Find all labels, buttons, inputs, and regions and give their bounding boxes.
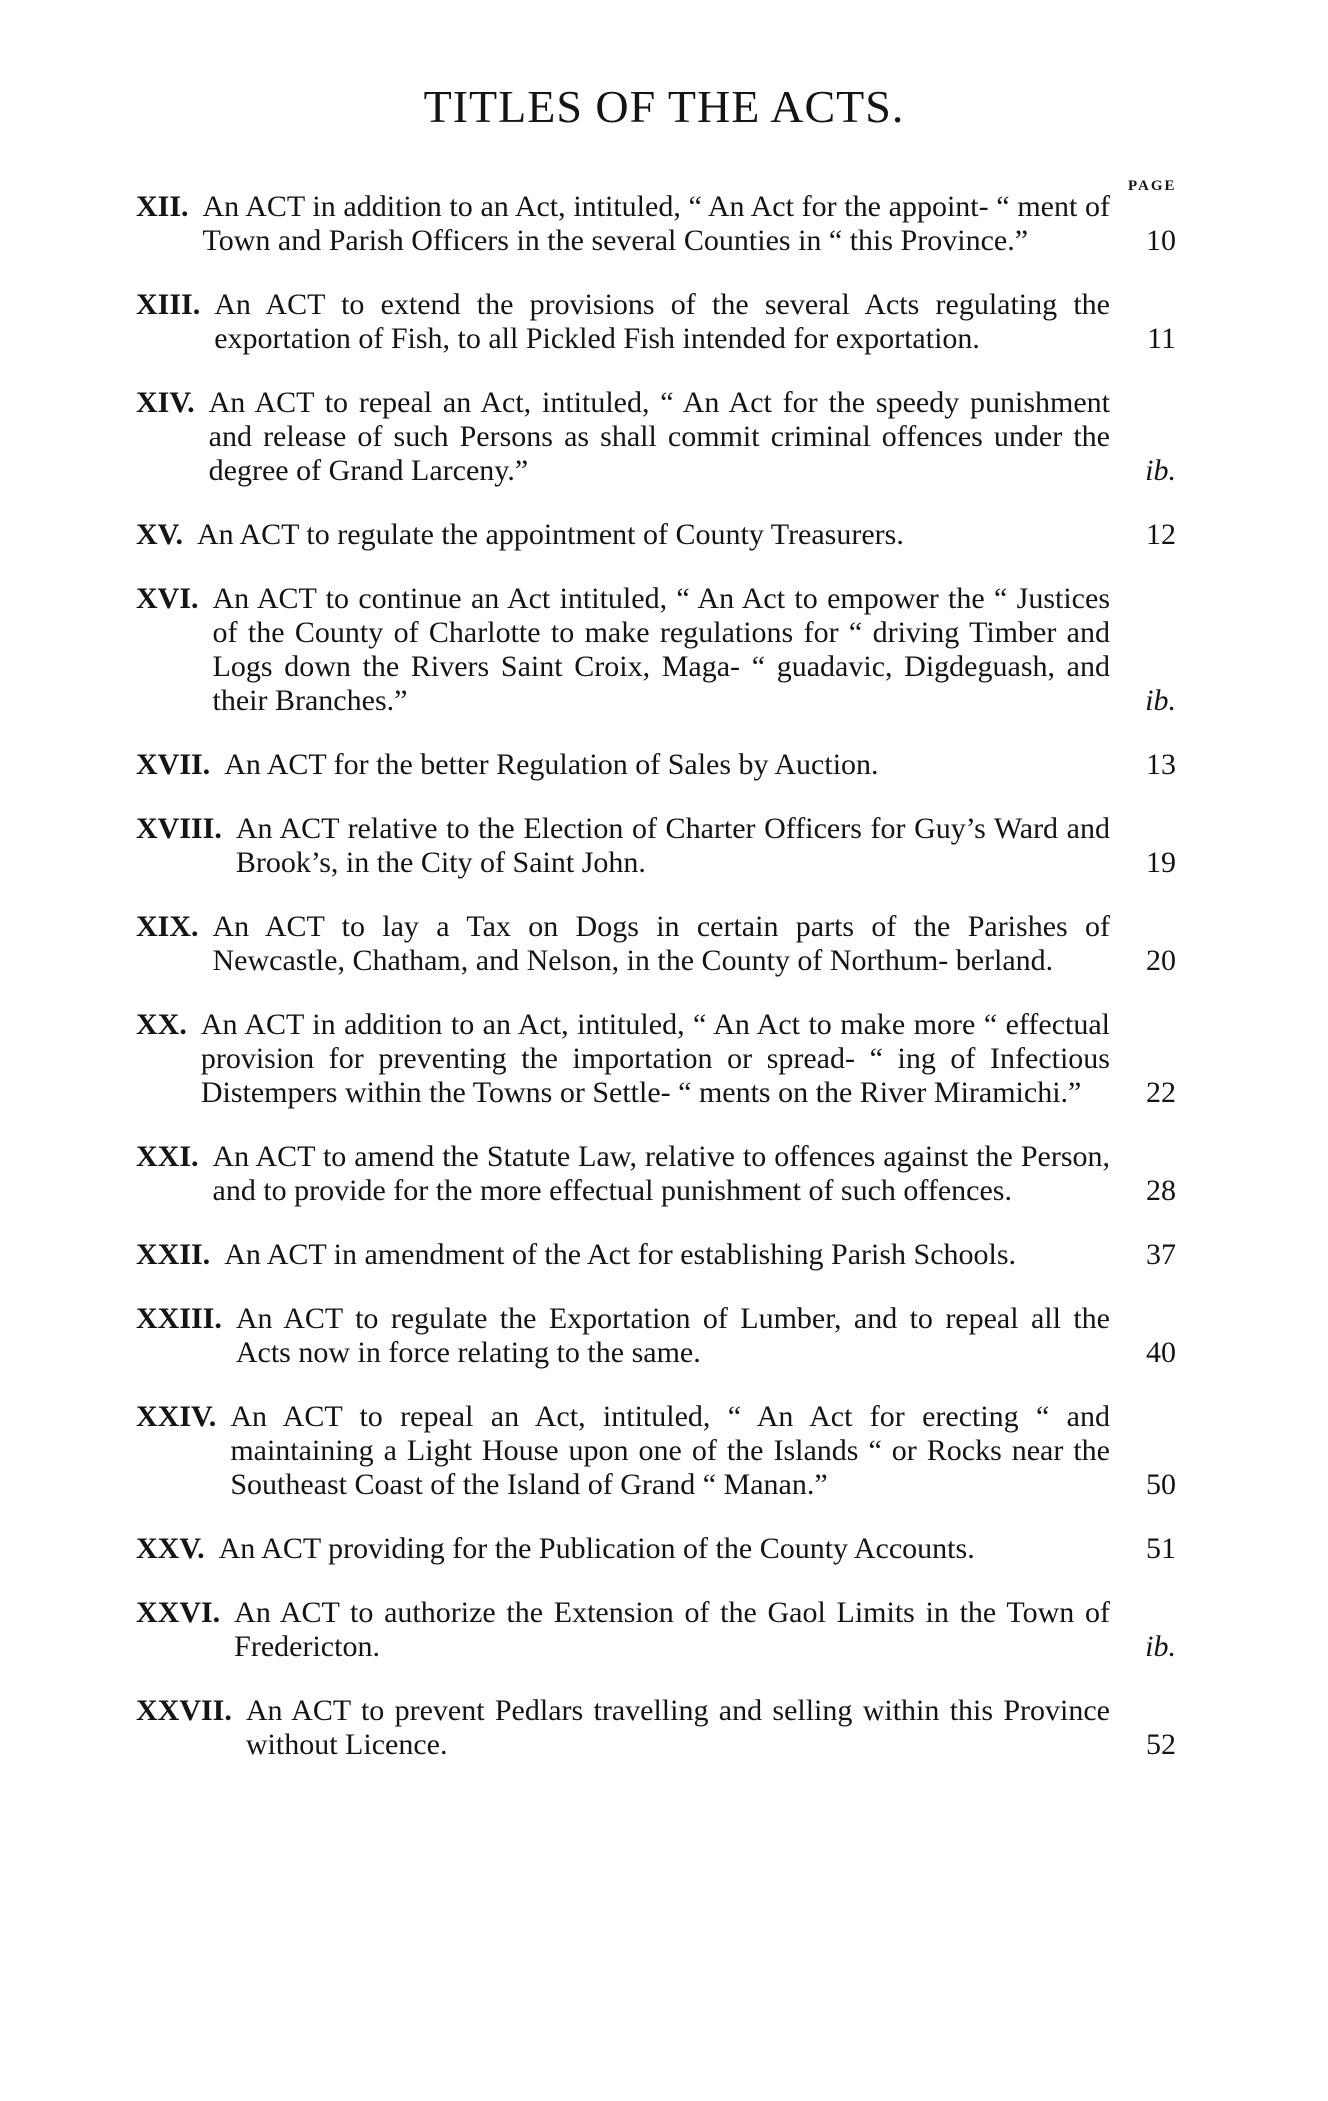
act-entry xyxy=(136,288,1176,356)
act-entry xyxy=(136,748,1176,782)
act-title: An ACT to amend the Statute Law, relative to offences against the Person, and to provide for the more effectual punishment of such offences. xyxy=(212,1140,1110,1207)
act-title: An ACT relative to the Election of Charter Officers for Guy’s Ward and Brook’s, in the City of Saint John. xyxy=(235,812,1110,879)
act-page: 20 xyxy=(1146,944,1176,977)
act-page: 51 xyxy=(1146,1532,1176,1565)
act-title: An ACT providing for the Publication of the County Accounts. xyxy=(218,1532,975,1565)
act-page: ib. xyxy=(1145,1630,1176,1663)
act-number: XIII. xyxy=(136,288,201,321)
act-number: XXV. xyxy=(136,1532,205,1565)
act-page: 19 xyxy=(1146,846,1176,879)
act-title: An ACT for the better Regulation of Sales by Auction. xyxy=(224,748,879,781)
act-number: XIV. xyxy=(136,386,195,419)
act-number: XII. xyxy=(136,190,189,223)
act-entry xyxy=(136,1302,1176,1370)
act-title: An ACT to continue an Act intituled, “ An Act to empower the “ Justices of the County of Charlotte to make regulations for “ driving Timber and Logs down the Rivers Saint Croix, Maga- “ guadavic, Digdeguash, and their Branches.” xyxy=(212,582,1110,717)
act-entry xyxy=(136,1140,1176,1208)
act-page: 40 xyxy=(1146,1336,1176,1369)
act-page: 22 xyxy=(1146,1076,1176,1109)
act-page: 12 xyxy=(1146,518,1176,551)
act-entry xyxy=(136,582,1176,718)
acts-list xyxy=(136,190,1176,1792)
act-page: 11 xyxy=(1147,322,1176,355)
act-title: An ACT in addition to an Act, intituled, “ An Act to make more “ effectual provision for preventing the importation or spread- “ ing of Infectious Distempers within the Towns or Settle- “ ments on the River Miramichi.” xyxy=(200,1008,1110,1109)
act-entry xyxy=(136,190,1176,258)
act-number: XVII. xyxy=(136,748,211,781)
act-page: 28 xyxy=(1146,1174,1176,1207)
act-entry xyxy=(136,1596,1176,1664)
page-column-label: PAGE xyxy=(1128,178,1177,194)
act-entry xyxy=(136,386,1176,488)
act-page: 50 xyxy=(1146,1468,1176,1501)
act-entry xyxy=(136,1008,1176,1110)
act-page: 13 xyxy=(1146,748,1176,781)
page-title: TITLES OF THE ACTS. xyxy=(423,81,905,132)
act-title: An ACT to authorize the Extension of the Gaol Limits in the Town of Fredericton. xyxy=(234,1596,1110,1663)
act-entry xyxy=(136,1694,1176,1762)
act-title: An ACT to regulate the appointment of County Treasurers. xyxy=(196,518,904,551)
act-number: XX. xyxy=(136,1008,187,1041)
act-number: XXVII. xyxy=(136,1694,232,1727)
act-page: 10 xyxy=(1146,224,1176,257)
act-title: An ACT to repeal an Act, intituled, “ An Act for the speedy punishment and release of such Persons as shall commit criminal offences under the degree of Grand Larceny.” xyxy=(208,386,1110,487)
act-title: An ACT in addition to an Act, intituled, “ An Act for the appoint- “ ment of Town and Parish Officers in the several Counties in “ this Province.” xyxy=(202,190,1110,257)
act-page: 52 xyxy=(1146,1728,1176,1761)
act-title: An ACT to prevent Pedlars travelling and selling within this Province without Licence. xyxy=(245,1694,1110,1761)
act-page: ib. xyxy=(1145,684,1176,717)
act-page: 37 xyxy=(1146,1238,1176,1271)
act-entry xyxy=(136,1400,1176,1502)
act-number: XVI. xyxy=(136,582,199,615)
act-title: An ACT to regulate the Exportation of Lumber, and to repeal all the Acts now in force relating to the same. xyxy=(235,1302,1110,1369)
act-entry xyxy=(136,1238,1176,1272)
act-title: An ACT to repeal an Act, intituled, “ An Act for erecting “ and maintaining a Light House upon one of the Islands “ or Rocks near the Southeast Coast of the Island of Grand “ Manan.” xyxy=(230,1400,1110,1501)
act-entry xyxy=(136,1532,1176,1566)
act-number: XV. xyxy=(136,518,183,551)
act-page: ib. xyxy=(1145,454,1176,487)
act-entry xyxy=(136,910,1176,978)
act-entry xyxy=(136,812,1176,880)
act-number: XXIII. xyxy=(136,1302,222,1335)
act-title: An ACT in amendment of the Act for establishing Parish Schools. xyxy=(224,1238,1017,1271)
act-number: XXVI. xyxy=(136,1596,221,1629)
act-number: XVIII. xyxy=(136,812,222,845)
act-entry xyxy=(136,518,1176,552)
act-number: XXI. xyxy=(136,1140,199,1173)
act-number: XIX. xyxy=(136,910,199,943)
act-number: XXIV. xyxy=(136,1400,217,1433)
act-number: XXII. xyxy=(136,1238,211,1271)
act-title: An ACT to lay a Tax on Dogs in certain parts of the Parishes of Newcastle, Chatham, and Nelson, in the County of Northum- berland. xyxy=(212,910,1110,977)
act-title: An ACT to extend the provisions of the several Acts regulating the exportation of Fish, to all Pickled Fish intended for exportation. xyxy=(214,288,1110,355)
